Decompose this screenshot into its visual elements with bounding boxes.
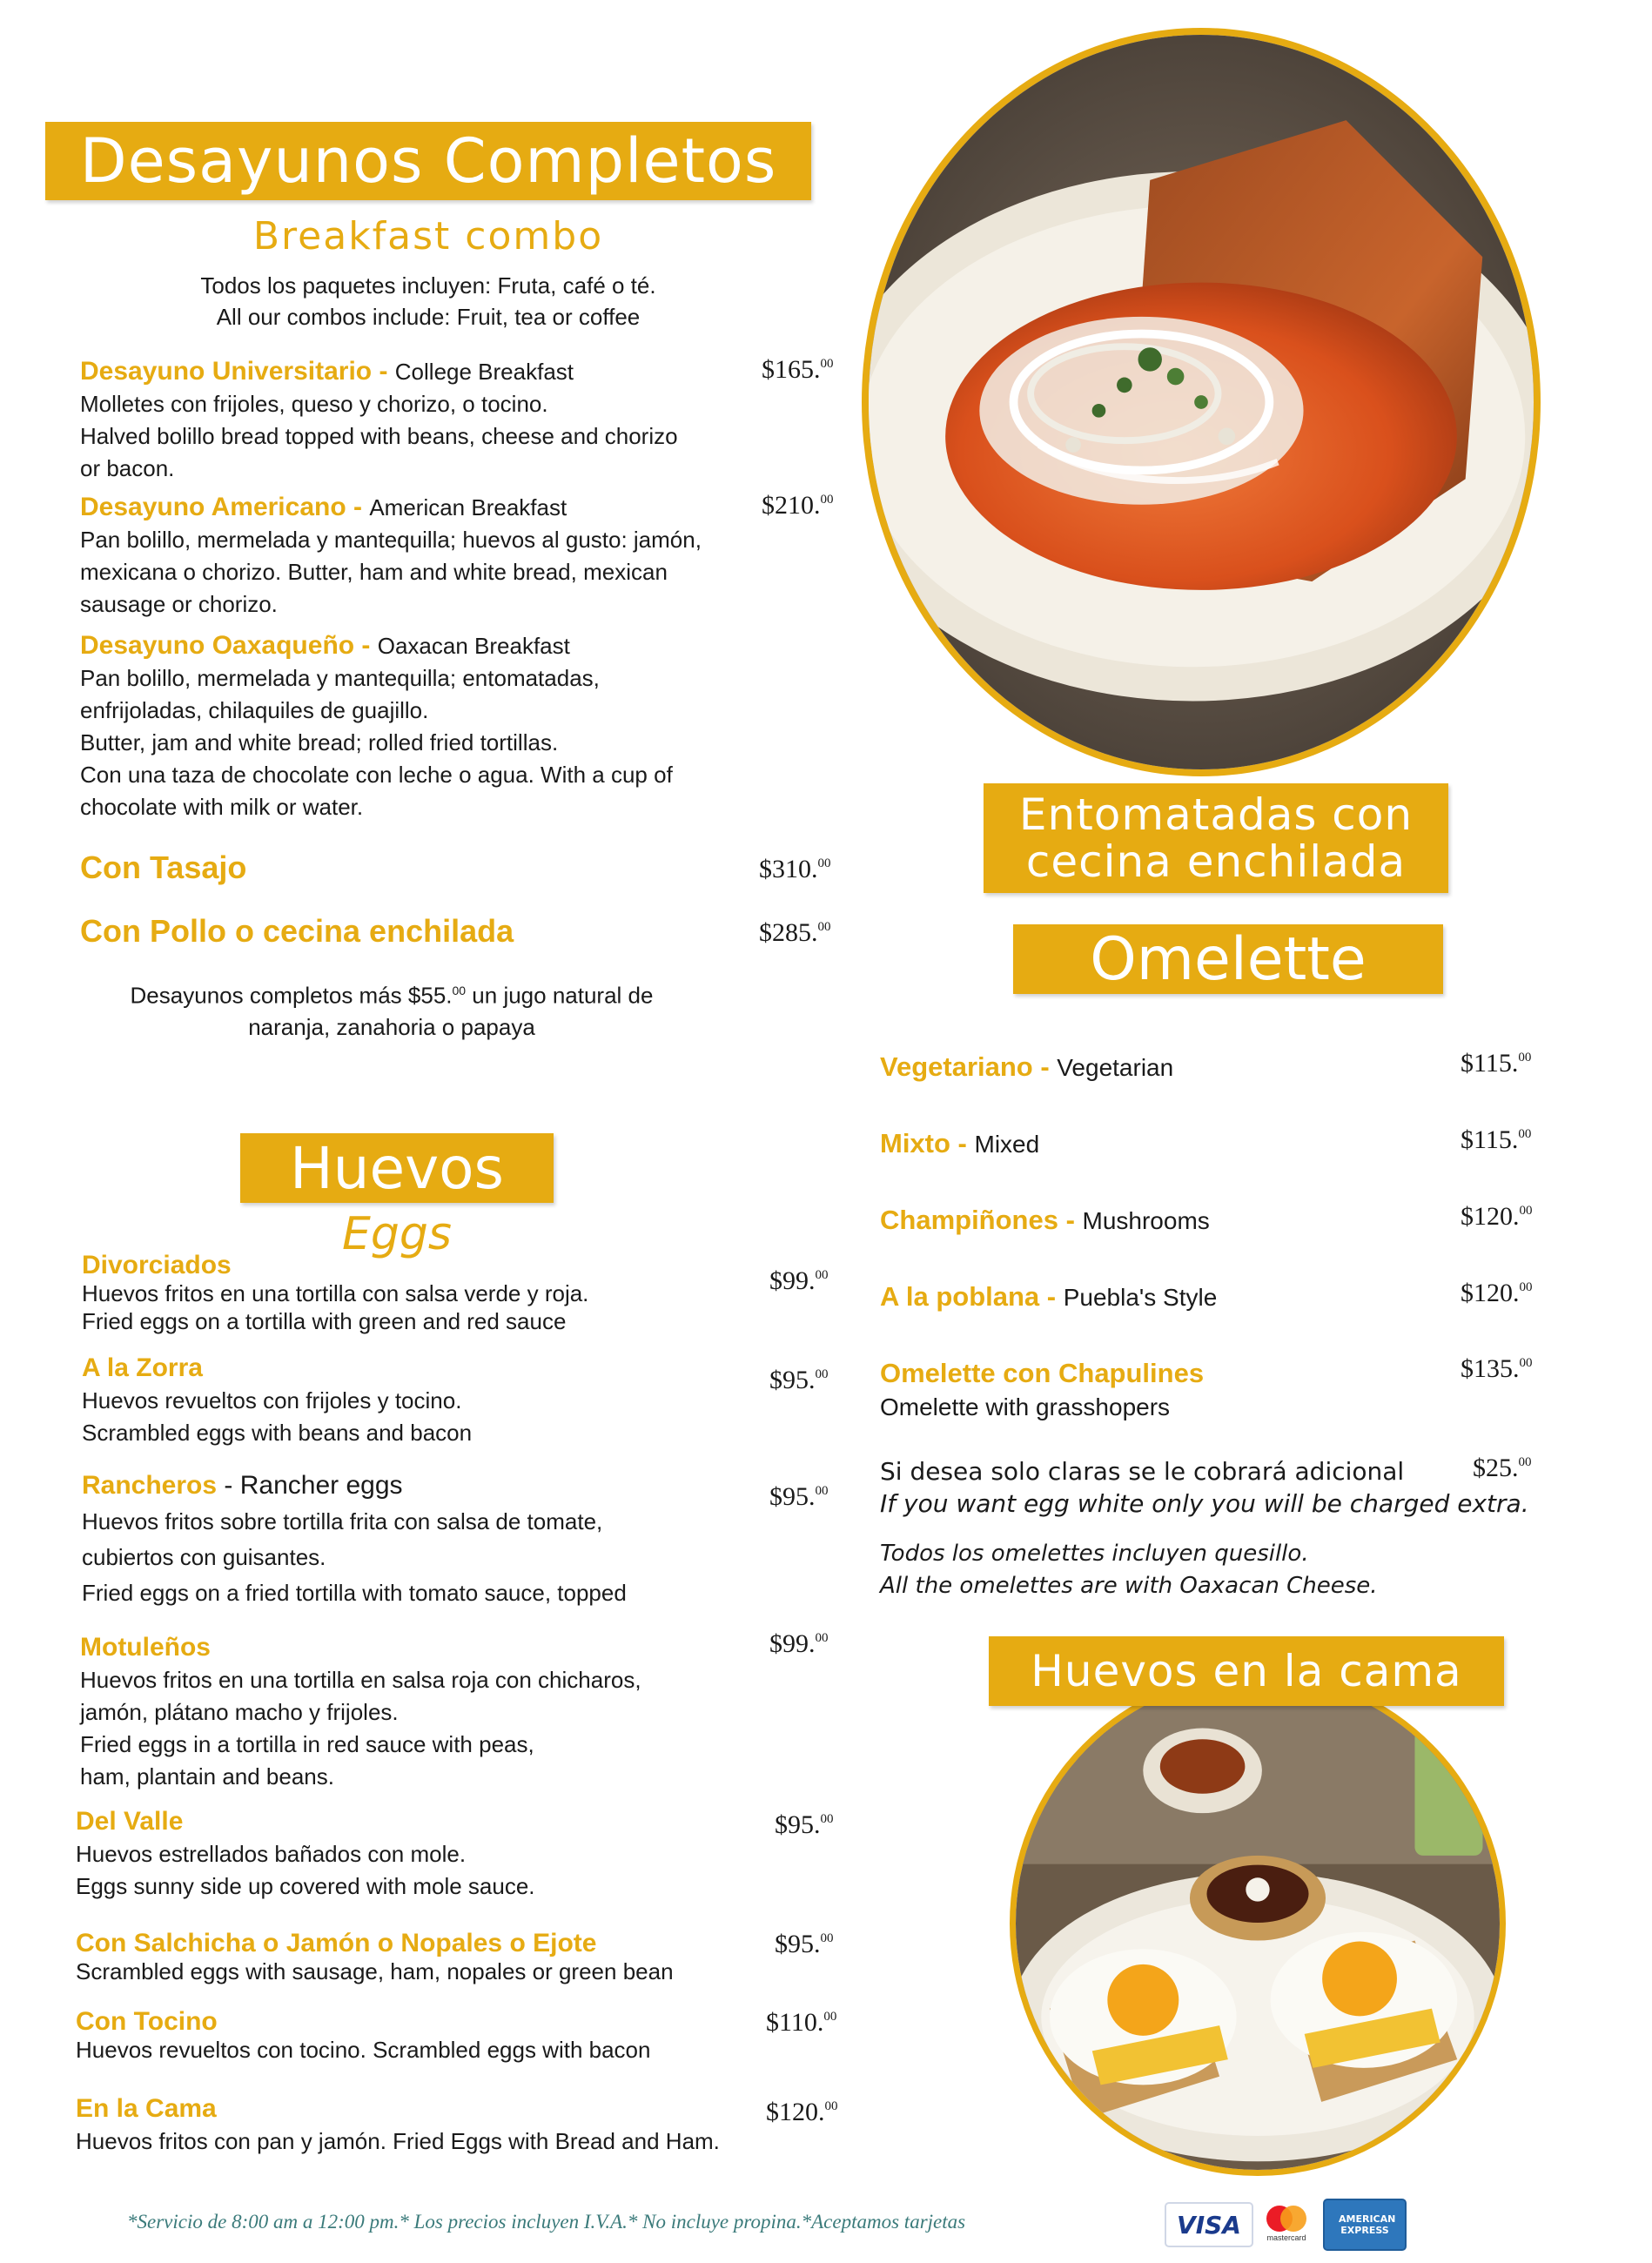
item-desc: Eggs sunny side up covered with mole sauce. — [76, 1873, 535, 1899]
item-desc: Huevos revueltos con tocino. Scrambled eggs with bacon — [76, 2037, 651, 2063]
egg-white-note-en: If you want egg white only you will be charged extra. — [880, 1489, 1529, 1518]
item-name-en: Oaxacan Breakfast — [377, 633, 570, 659]
eggs-item-divorciados: Divorciados Huevos fritos en una tortilla con salsa verde y roja. Fried eggs on a tortilla with green and red sauce — [82, 1252, 778, 1335]
footer-note: *Servicio de 8:00 am a 12:00 pm.* Los precios incluyen I.V.A.* No incluye propina.*Aceptamos tarjetas — [127, 2211, 966, 2233]
breakfast-note-es: Todos los paquetes incluyen: Fruta, café o té. — [200, 272, 656, 299]
omelette-title-banner — [1013, 924, 1443, 994]
item-desc: Huevos fritos sobre tortilla frita con salsa de tomate, — [82, 1508, 603, 1534]
entomatadas-line2: cecina enchilada — [1025, 836, 1407, 887]
eggs-item-en-la-cama: En la Cama Huevos fritos con pan y jamón. Fried Eggs with Bread and Ham. — [76, 2092, 807, 2158]
item-desc: Con una taza de chocolate con leche o agua. With a cup of — [80, 762, 673, 788]
item-desc: Huevos estrellados bañados con mole. — [76, 1841, 467, 1867]
item-name-en: American Breakfast — [369, 494, 567, 520]
breakfast-subtitle: Breakfast combo — [252, 214, 604, 259]
breakfast-item-oaxaqueno — [80, 629, 776, 823]
cheese-note-es: Todos los omelettes incluyen quesillo. — [880, 1541, 1309, 1567]
eggs-subtitle: Eggs — [342, 1208, 452, 1260]
omelette-price: $120.00 — [1461, 1279, 1533, 1307]
omelette-price: $120.00 — [1461, 1202, 1533, 1231]
item-desc: Pan bolillo, mermelada y mantequilla; huevos al gusto: jamón, — [80, 527, 702, 553]
omelette-item-chapulines: Omelette con Chapulines Omelette with grasshopers — [880, 1357, 1204, 1424]
omelette-item-mixto: Mixto - Mixed — [880, 1128, 1040, 1158]
item-desc: Scrambled eggs with sausage, ham, nopales or green bean — [76, 1958, 674, 1984]
breakfast-option-pollo: Con Pollo o cecina enchilada — [80, 913, 514, 949]
item-desc: Pan bolillo, mermelada y mantequilla; entomatadas, — [80, 665, 600, 691]
item-desc: Huevos fritos en una tortilla en salsa roja con chicharos, — [80, 1667, 641, 1693]
item-price: $95.00 — [775, 1930, 834, 1958]
eggs-item-zorra: A la Zorra Huevos revueltos con frijoles y tocino. Scrambled eggs with beans and bacon — [82, 1352, 778, 1449]
breakfast-item-americano — [80, 491, 768, 621]
item-desc: Fried eggs in a tortilla in red sauce with peas, — [80, 1731, 534, 1757]
item-price: $99.00 — [769, 1629, 829, 1658]
eggs-item-tocino: Con Tocino Huevos revueltos con tocino. Scrambled eggs with bacon — [76, 2008, 789, 2064]
cheese-note-en: All the omelettes are with Oaxacan Cheese. — [880, 1573, 1378, 1599]
entomatadas-line1: Entomatadas con — [1018, 789, 1414, 840]
item-name: Desayuno Oaxaqueño - — [80, 631, 378, 660]
item-desc: Halved bolillo bread topped with beans, cheese and chorizo — [80, 423, 678, 449]
omelette-price: $135.00 — [1461, 1354, 1533, 1383]
item-price: $110.00 — [766, 2008, 837, 2037]
item-desc: enfrijoladas, chilaquiles de guajillo. — [80, 697, 429, 723]
item-name: Desayuno Universitario - — [80, 357, 395, 386]
egg-white-price: $25.00 — [1473, 1454, 1532, 1482]
mastercard-logo: mastercard — [1259, 2200, 1314, 2246]
omelette-title: Omelette — [1090, 924, 1367, 994]
item-desc: Molletes con frijoles, queso y chorizo, o tocino. — [80, 391, 548, 417]
breakfast-option-tasajo: Con Tasajo — [80, 849, 247, 885]
huevos-cama-photo-illustration — [1016, 1677, 1500, 2170]
item-desc: sausage or chorizo. — [80, 591, 278, 617]
juice-note: Desayunos completos más $55.00 un jugo natural de naranja, zanahoria o papaya — [130, 982, 654, 1040]
huevos-cama-photo — [1010, 1671, 1506, 2176]
item-price: $95.00 — [769, 1482, 829, 1511]
entomatadas-banner — [984, 783, 1448, 893]
item-price: $210.00 — [762, 491, 834, 520]
item-desc: mexicana o chorizo. Butter, ham and white bread, mexican — [80, 559, 668, 585]
eggs-item-salchicha: Con Salchicha o Jamón o Nopales o Ejote Scrambled eggs with sausage, ham, nopales or green bean — [76, 1930, 789, 1985]
eggs-item-rancheros: Rancheros - Rancher eggs Huevos fritos sobre tortilla frita con salsa de tomate, cubiertos con guisantes. Fried eggs on a fried tortilla with tomato sauce, topped — [82, 1467, 778, 1611]
item-price: $95.00 — [775, 1810, 834, 1839]
entomatadas-photo — [862, 28, 1541, 776]
item-name-en: College Breakfast — [394, 359, 574, 385]
item-desc: jamón, plátano macho y frijoles. — [80, 1699, 399, 1725]
item-desc: Omelette with grasshopers — [880, 1393, 1171, 1420]
visa-logo: VISA — [1165, 2202, 1253, 2247]
amex-logo: AMERICAN EXPRESS — [1323, 2199, 1407, 2251]
item-desc: Butter, jam and white bread; rolled fried tortillas. — [80, 729, 559, 755]
item-price: $165.00 — [762, 355, 834, 384]
egg-white-note-es: Si desea solo claras se le cobrará adicional — [880, 1457, 1405, 1486]
eggs-item-del-valle: Del Valle Huevos estrellados bañados con mole. Eggs sunny side up covered with mole sauce. — [76, 1805, 772, 1903]
item-desc: ham, plantain and beans. — [80, 1763, 334, 1790]
omelette-item-vegetariano: Vegetariano - Vegetarian — [880, 1051, 1174, 1082]
eggs-item-motulenos: Motuleños Huevos fritos en una tortilla en salsa roja con chicharos, jamón, plátano macho y frijoles. Fried eggs in a tortilla in red sauce with peas, ham, plantain and beans. — [80, 1631, 776, 1793]
item-name: Desayuno Americano - — [80, 493, 370, 521]
option-price: $310.00 — [759, 855, 831, 883]
item-desc: Huevos fritos en una tortilla con salsa verde y roja. — [82, 1280, 589, 1306]
item-desc: Fried eggs on a fried tortilla with tomato sauce, topped — [82, 1580, 627, 1606]
item-desc: Scrambled eggs with beans and bacon — [82, 1420, 473, 1446]
item-desc: chocolate with milk or water. — [80, 794, 364, 820]
item-desc: Fried eggs on a tortilla with green and red sauce — [82, 1308, 567, 1334]
breakfast-title-banner — [45, 122, 811, 200]
option-price: $285.00 — [759, 918, 831, 947]
breakfast-item-universitario — [80, 355, 768, 485]
omelette-item-poblana: A la poblana - Puebla's Style — [880, 1281, 1218, 1312]
omelette-item-champinones: Champiñones - Mushrooms — [880, 1205, 1210, 1235]
item-desc: Huevos revueltos con frijoles y tocino. — [82, 1387, 462, 1414]
omelette-price: $115.00 — [1461, 1125, 1532, 1154]
item-desc: Huevos fritos con pan y jamón. Fried Eggs with Bread and Ham. — [76, 2128, 720, 2154]
eggs-title-banner — [240, 1133, 554, 1203]
item-price: $99.00 — [769, 1266, 829, 1295]
omelette-price: $115.00 — [1461, 1049, 1532, 1078]
mastercard-icon — [1262, 2204, 1311, 2233]
breakfast-note-en: All our combos include: Fruit, tea or coffee — [216, 304, 641, 330]
item-desc: cubiertos con guisantes. — [82, 1544, 326, 1570]
item-price: $95.00 — [769, 1366, 829, 1394]
entomatadas-photo-illustration — [869, 35, 1534, 769]
huevos-cama-banner — [989, 1636, 1504, 1706]
breakfast-title: Desayunos Completos — [79, 125, 777, 197]
huevos-cama-title: Huevos en la cama — [1031, 1646, 1462, 1696]
eggs-title: Huevos — [290, 1134, 504, 1202]
item-price: $120.00 — [766, 2098, 838, 2126]
item-desc: or bacon. — [80, 455, 175, 481]
